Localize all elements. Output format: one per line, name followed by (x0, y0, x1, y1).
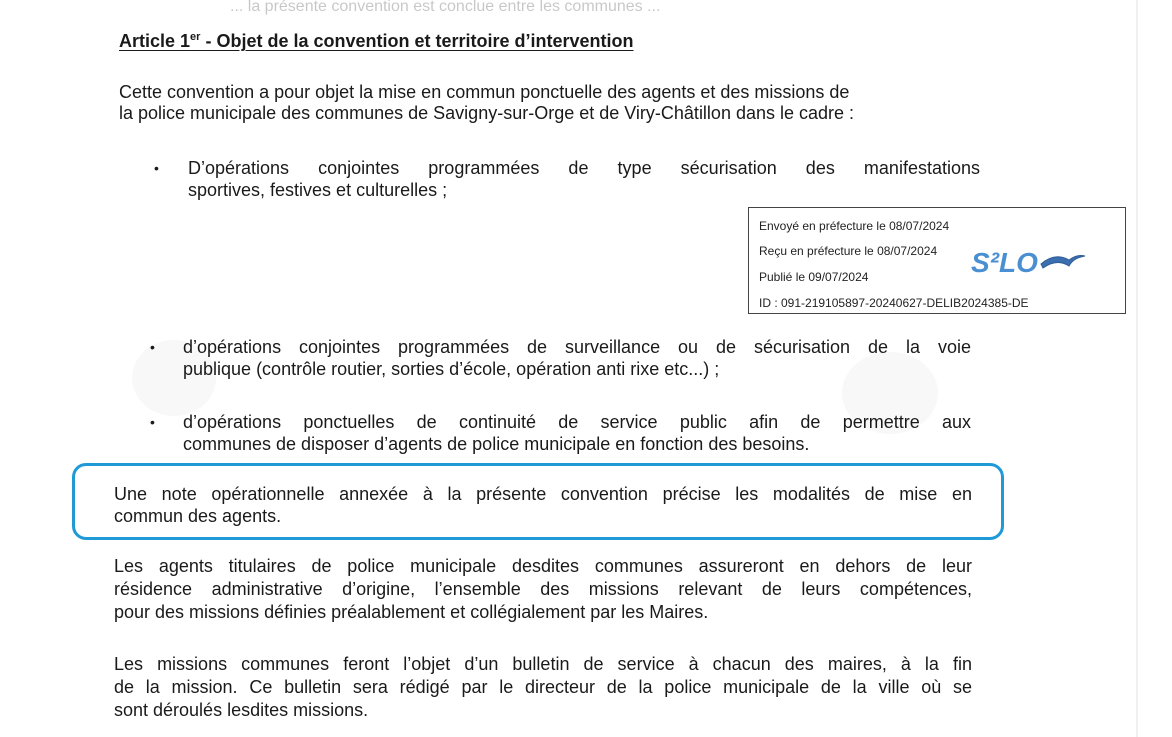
missions-line-1: Les missions communes feront l’objet d’un bulletin de service à chacun des maires, à la fin (114, 654, 972, 674)
intro-line-1: Cette convention a pour objet la mise en commun ponctuelle des agents et des missions de (119, 82, 850, 102)
article-heading: Article 1er - Objet de la convention et territoire d’intervention (119, 31, 634, 51)
cut-off-top-line: ... la présente convention est conclue entre les communes ... (230, 0, 661, 15)
stamp-sent-date: Envoyé en préfecture le 08/07/2024 (759, 219, 950, 233)
agents-line-3: pour des missions définies préalablement et collégialement par les Maires. (114, 602, 709, 622)
stamp-id: ID : 091-219105897-20240627-DELIB2024385-DE (759, 296, 1029, 310)
heading-superscript: er (190, 31, 201, 43)
missions-line-3: sont déroulés lesdites missions. (114, 700, 369, 720)
scan-edge (1136, 0, 1138, 737)
stamp-published-date: Publié le 09/07/2024 (759, 270, 869, 284)
bullet-1-line-1: D’opérations conjointes programmées de type sécurisation des manifestations (188, 158, 980, 178)
logo-text: S²LO (971, 247, 1038, 278)
note-line-1: Une note opérationnelle annexée à la présente convention précise les modalités de mise en (114, 484, 972, 504)
bullet-1-line-2: sportives, festives et culturelles ; (188, 180, 448, 200)
note-line-2: commun des agents. (114, 506, 282, 526)
bullet-2-line-1: d’opérations conjointes programmées de surveillance ou de sécurisation de la voie (183, 337, 971, 357)
bullet-marker: • (150, 339, 155, 355)
bullet-3-line-2: communes de disposer d’agents de police municipale en fonction des besoins. (183, 434, 810, 454)
agents-line-1: Les agents titulaires de police municipale desdites communes assureront en dehors de leur (114, 556, 972, 576)
bullet-marker: • (150, 414, 155, 430)
s2lo-logo-icon (969, 244, 1089, 278)
agents-line-2: résidence administrative d’origine, l’ensemble des missions relevant de leurs compétences, (114, 579, 972, 599)
stamp-received-date: Reçu en préfecture le 08/07/2024 (759, 244, 938, 258)
bullet-2-line-2: publique (contrôle routier, sorties d’école, opération anti rixe etc...) ; (183, 359, 720, 379)
bullet-marker: • (154, 160, 159, 176)
prefecture-stamp (748, 207, 1126, 314)
missions-line-2: de la mission. Ce bulletin sera rédigé par le directeur de la police municipale de la ville où se (114, 677, 972, 697)
intro-line-2: la police municipale des communes de Savigny-sur-Orge et de Viry-Châtillon dans le cadre : (119, 103, 855, 123)
bullet-3-line-1: d’opérations ponctuelles de continuité de service public afin de permettre aux (183, 412, 971, 432)
